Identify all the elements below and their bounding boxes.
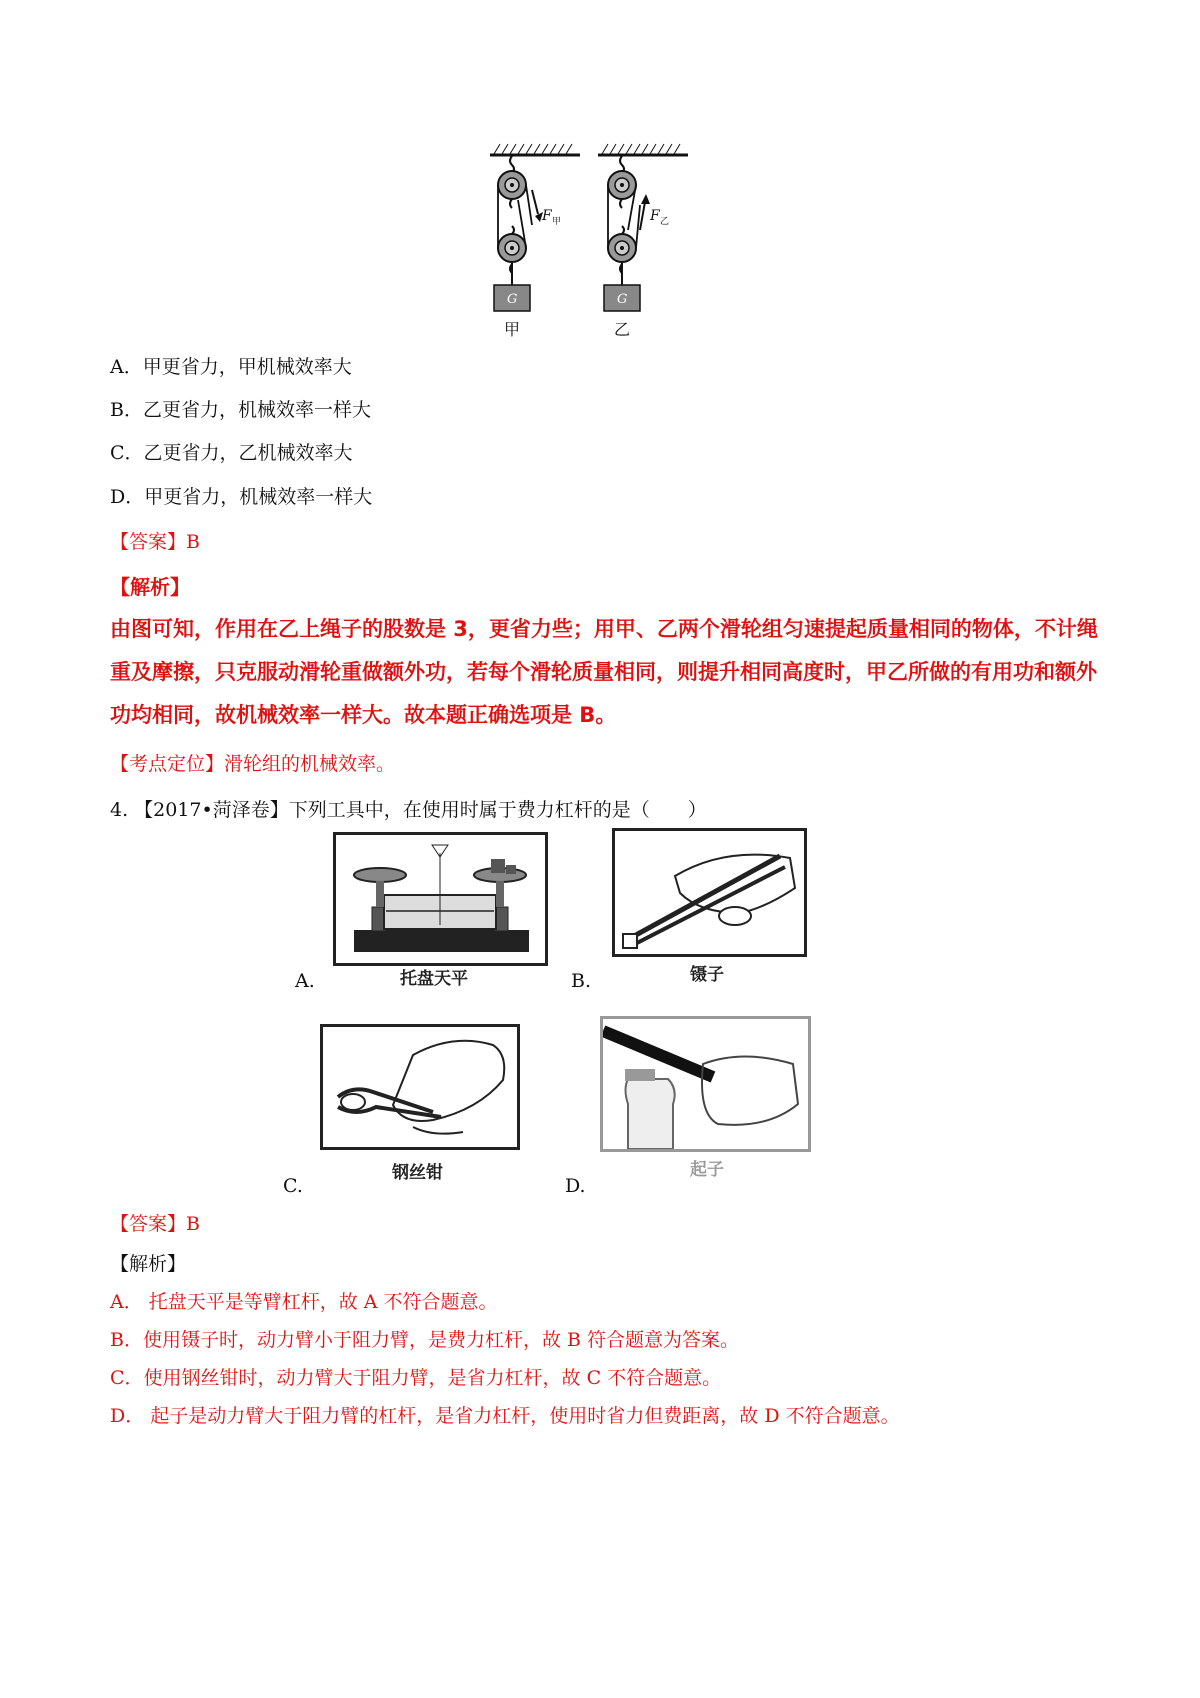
q3-analysis-text: 由图可知，作用在乙上绳子的股数是 3，更省力些；用甲、乙两个滑轮组匀速提起质量相同的物体，不计绳重及摩擦，只克服动滑轮重做额外功，若每个滑轮质量相同，则提升相同高度时，甲乙所做的有用功和额外功均相同，故机械效率一样大。故本题正确选项是 B。 [110, 617, 1098, 727]
pliers-icon [323, 1027, 517, 1147]
force-symbol-right: F [650, 208, 660, 224]
force-subscript-right: 乙 [660, 217, 670, 227]
pulley-figure [480, 140, 720, 370]
q3-option-a: A．甲更省力，甲机械效率大 [110, 356, 352, 378]
q3-option-d: D．甲更省力，机械效率一样大 [110, 486, 373, 508]
tool-letter-b: B. [571, 970, 592, 992]
balance-icon [336, 835, 545, 963]
q4-analysis-line-b: B．使用镊子时，动力臂小于阻力臂，是费力杠杆，故 B 符合题意为答案。 [110, 1329, 740, 1351]
q4-answer: 【答案】B [110, 1213, 200, 1235]
tool-letter-d: D. [565, 1175, 586, 1197]
ceiling-left [490, 144, 580, 155]
ceiling-right [598, 144, 688, 155]
caption-right: 乙 [614, 320, 631, 339]
force-label-right [649, 208, 669, 227]
weight-label-right: G [617, 292, 628, 307]
q4-analysis-line-d: D． 起子是动力臂大于阻力臂的杠杆，是省力杠杆，使用时省力但费距离，故 D 不符合题意。 [110, 1405, 900, 1427]
q3-answer: 【答案】B [110, 531, 200, 553]
tool-image-tweezers [612, 828, 807, 957]
q3-option-b: B．乙更省力，机械效率一样大 [110, 399, 371, 421]
tool-caption-a: 托盘天平 [400, 969, 468, 989]
tool-caption-d: 起子 [690, 1160, 724, 1180]
q3-option-c: C．乙更省力，乙机械效率大 [110, 442, 353, 464]
weight-label-left: G [507, 292, 518, 307]
force-subscript-left: 甲 [552, 217, 562, 227]
pulley-system-right [608, 156, 650, 285]
tool-letter-c: C. [283, 1175, 303, 1197]
tweezers-icon [615, 831, 804, 954]
tool-image-balance [333, 832, 548, 966]
caption-left: 甲 [504, 320, 521, 339]
q4-stem: 4. 【2017•菏泽卷】下列工具中，在使用时属于费力杠杆的是（ ） [110, 799, 707, 821]
weight-box-left [494, 285, 530, 311]
tool-letter-a: A. [295, 970, 315, 992]
bottle-opener-icon [603, 1019, 808, 1149]
q3-knowledge-point: 【考点定位】滑轮组的机械效率。 [110, 753, 396, 775]
q3-analysis-heading: 【解析】 [110, 575, 190, 599]
tool-image-bottle-opener [600, 1016, 811, 1152]
tool-caption-b: 镊子 [690, 965, 724, 985]
q4-analysis-line-c: C．使用钢丝钳时，动力臂大于阻力臂，是省力杠杆，故 C 不符合题意。 [110, 1367, 722, 1389]
tool-caption-c: 钢丝钳 [392, 1163, 443, 1183]
force-label-left [541, 208, 561, 227]
weight-box-right [604, 285, 640, 311]
tool-image-pliers [320, 1024, 520, 1150]
force-symbol-left: F [542, 208, 552, 224]
q4-analysis-heading: 【解析】 [110, 1253, 187, 1275]
q4-analysis-line-a: A． 托盘天平是等臂杠杆，故 A 不符合题意。 [110, 1291, 498, 1313]
pulley-system-left [498, 156, 543, 285]
